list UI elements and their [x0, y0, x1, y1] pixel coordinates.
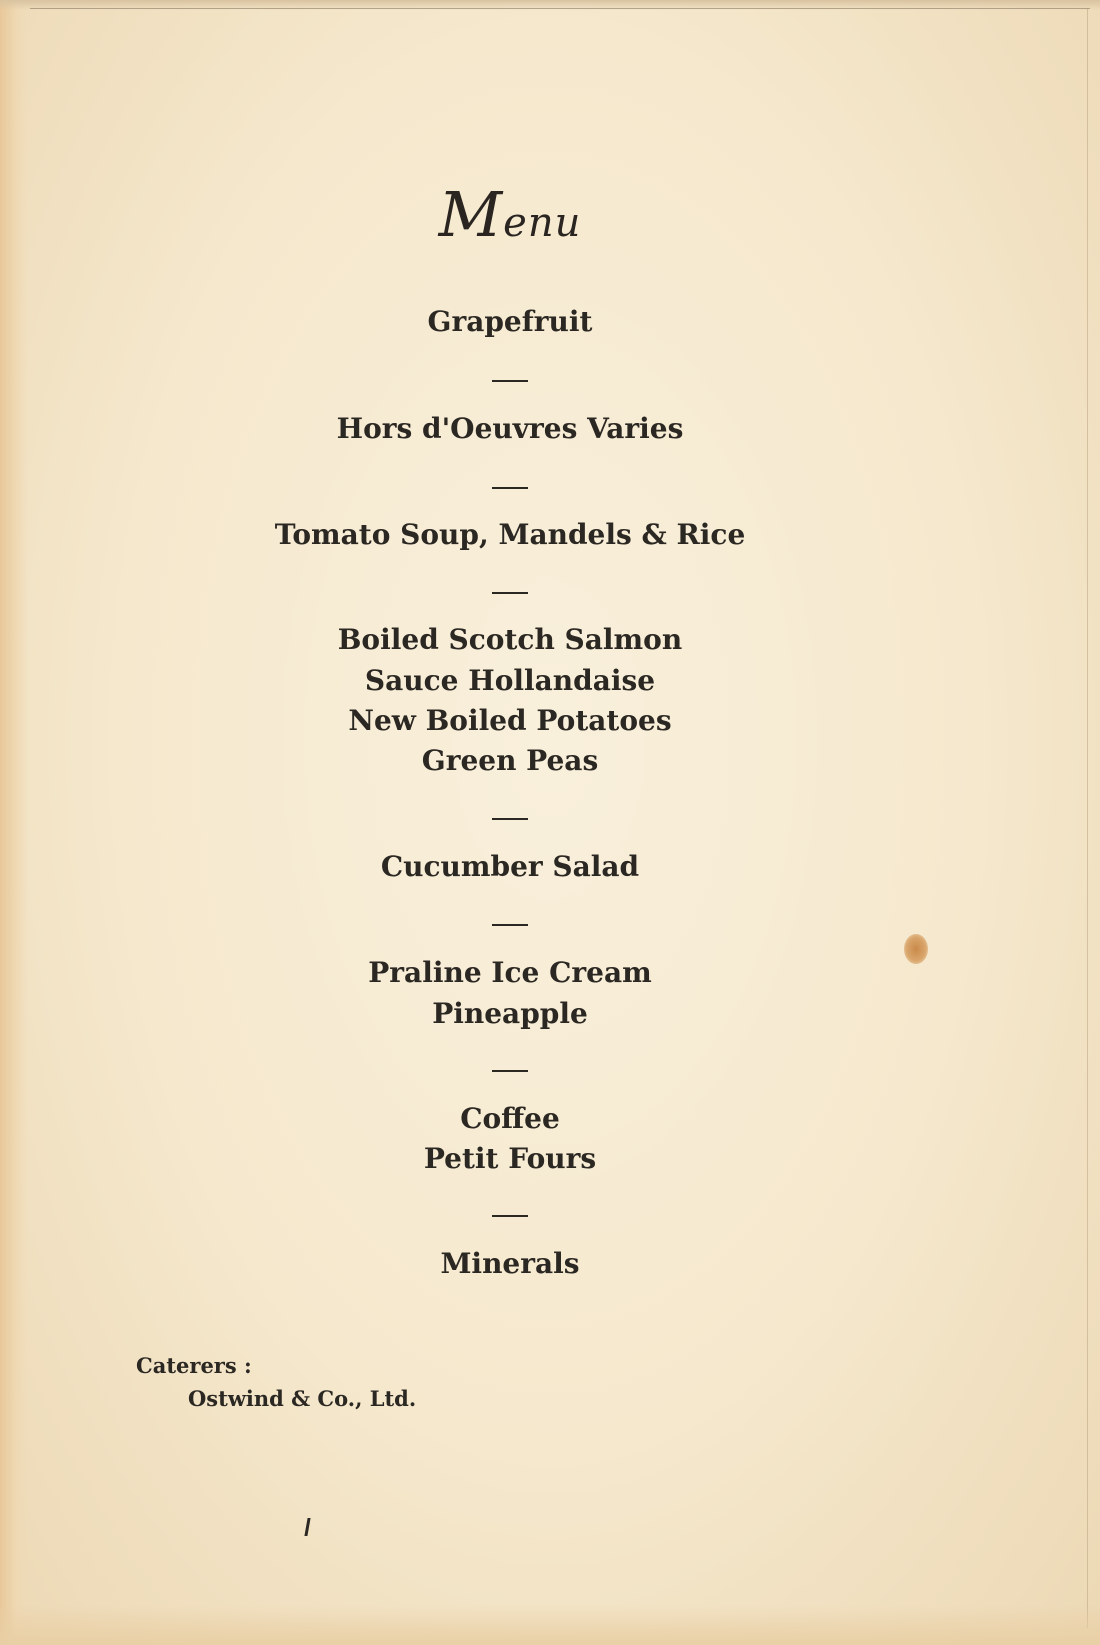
course-separator [492, 818, 528, 820]
course-separator [492, 924, 528, 926]
menu-title [0, 178, 1020, 251]
course-salad: Cucumber Salad [380, 850, 640, 883]
course-separator [492, 380, 528, 382]
course-dessert-line: Praline Ice Cream [368, 956, 652, 989]
course-fish-line: Boiled Scotch Salmon [337, 623, 683, 656]
course-coffee-line: Coffee [460, 1102, 560, 1135]
paper-edge-bottom [0, 1605, 1100, 1645]
course-fish-line: Sauce Hollandaise [364, 664, 656, 697]
menu-title-initial: M [438, 178, 504, 251]
caterers-label: Caterers : [136, 1353, 252, 1378]
course-fish-line: New Boiled Potatoes [348, 704, 672, 737]
course-coffee-line: Petit Fours [423, 1142, 597, 1175]
course-separator [492, 592, 528, 594]
paper-edge-right-line [1087, 8, 1088, 1628]
course-separator [492, 487, 528, 489]
course-separator [492, 1215, 528, 1217]
caterers-name: Ostwind & Co., Ltd. [188, 1386, 417, 1411]
course-dessert-line: Pineapple [432, 997, 588, 1030]
menu-title-rest: enu [503, 200, 582, 246]
course-grapefruit: Grapefruit [427, 305, 593, 338]
paper-edge-top-line [30, 8, 1090, 9]
course-separator [492, 1070, 528, 1072]
course-minerals: Minerals [440, 1247, 580, 1280]
course-soup: Tomato Soup, Mandels & Rice [274, 518, 746, 551]
course-hors-doeuvres: Hors d'Oeuvres Varies [336, 412, 684, 445]
course-fish-line: Green Peas [421, 744, 599, 777]
pen-mark [304, 1518, 310, 1536]
